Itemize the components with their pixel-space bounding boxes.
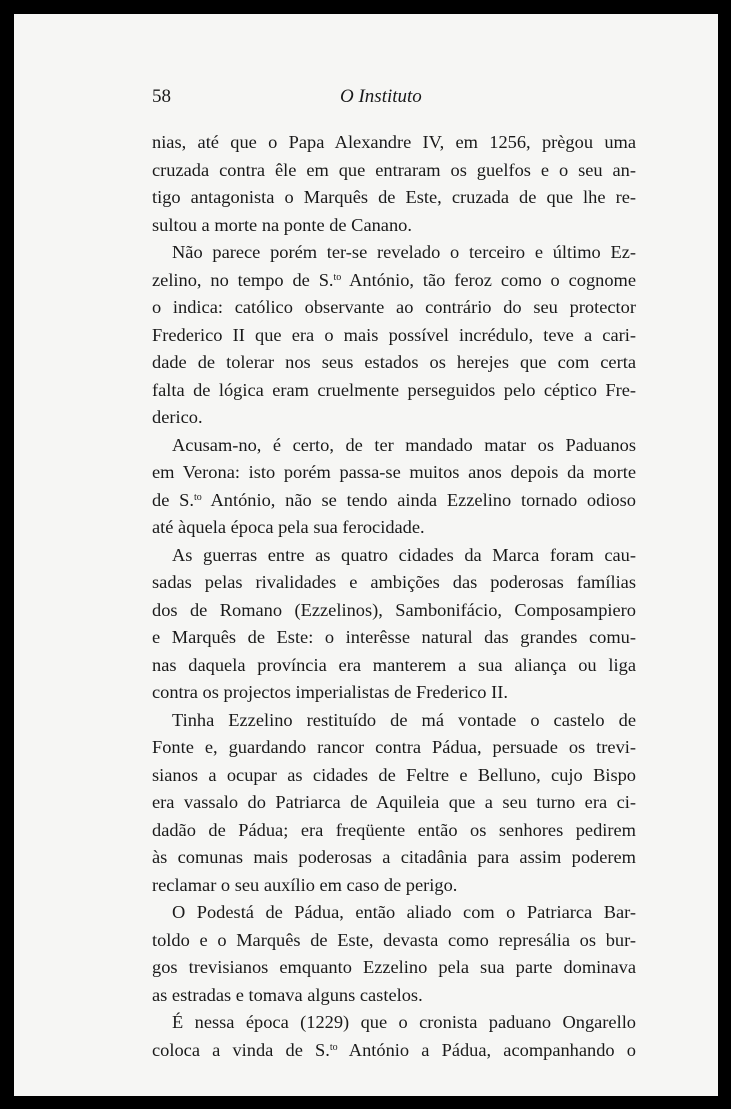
paragraph	[152, 239, 636, 432]
text-line: sultou a morte na ponte de Canano.	[152, 214, 412, 235]
running-title: O Instituto	[340, 86, 422, 107]
text-line: de S.$^{to}$ António, não se tendo ainda Ezzelino tornado odioso	[152, 489, 636, 510]
body-text	[152, 129, 636, 1064]
text-line: tigo antagonista o Marquês de Este, cruzada de que lhe re-	[152, 187, 636, 207]
text-line: era vassalo do Patriarca de Aquileia que a seu turno era ci-	[152, 792, 636, 812]
text-line: nas daquela província era manterem a sua aliança ou liga	[152, 654, 636, 675]
text-line: coloca a vinda de S.$^{to}$ António a Pádua, acompanhando o	[152, 1039, 636, 1060]
abbreviation-superscript: to	[329, 1041, 338, 1053]
text-line: o indica: católico observante ao contrário do seu protector	[152, 297, 636, 317]
text-line: zelino, no tempo de S.$^{to}$ António, tão feroz como o cognome	[152, 269, 637, 290]
text-line: Frederico II que era o mais possível incrédulo, teve a cari-	[152, 324, 636, 345]
text-line: nias, até que o Papa Alexandre IV, em 1256, prègou uma	[152, 132, 636, 152]
book-page	[14, 14, 718, 1096]
text-line: Não parece porém ter-se revelado o terceiro e último Ez-	[172, 242, 636, 262]
page-number: 58	[152, 86, 171, 107]
paragraph	[152, 432, 636, 542]
text-line: sadas pelas rivalidades e ambições das poderosas famílias	[152, 572, 636, 592]
text-line: sianos a ocupar as cidades de Feltre e Belluno, cujo Bispo	[152, 764, 636, 785]
paragraph	[152, 1009, 636, 1064]
text-line: gos trevisianos emquanto Ezzelino pela sua parte dominava	[152, 957, 636, 977]
text-line: e Marquês de Este: o interêsse natural das grandes comu-	[152, 627, 636, 647]
text-line: Tinha Ezzelino restituído de má vontade o castelo de	[172, 709, 636, 730]
text-line: É nessa época (1229) que o cronista paduano Ongarello	[172, 1012, 636, 1032]
text-line: contra os projectos imperialistas de Frederico II.	[152, 682, 508, 702]
paragraph	[152, 129, 636, 239]
text-line: derico.	[152, 407, 203, 427]
text-line: dos de Romano (Ezzelinos), Sambonifácio, Composampiero	[152, 599, 636, 620]
text-line: às comunas mais poderosas a citadânia para assim poderem	[152, 847, 636, 867]
paragraph	[152, 542, 636, 707]
text-line: As guerras entre as quatro cidades da Marca foram cau-	[172, 544, 636, 565]
abbreviation-superscript: to	[193, 491, 202, 503]
text-line: Acusam-no, é certo, de ter mandado matar os Paduanos	[172, 434, 636, 455]
text-line: em Verona: isto porém passa-se muitos anos depois da morte	[152, 462, 636, 482]
text-line: reclamar o seu auxílio em caso de perigo.	[152, 874, 458, 895]
text-line: O Podestá de Pádua, então aliado com o Patriarca Bar-	[172, 902, 636, 922]
text-line: cruzada contra êle em que entraram os guelfos e o seu an-	[152, 159, 636, 180]
text-line: Fonte e, guardando rancor contra Pádua, persuade os trevi-	[152, 737, 636, 757]
text-line: até àquela época pela sua ferocidade.	[152, 517, 425, 537]
text-line: dade de tolerar nos seus estados os herejes que com certa	[152, 352, 636, 372]
text-line: as estradas e tomava alguns castelos.	[152, 984, 423, 1005]
paragraph	[152, 899, 636, 1009]
text-line: dadão de Pádua; era freqüente então os senhores pedirem	[152, 819, 636, 840]
text-line: falta de lógica eram cruelmente perseguidos pelo céptico Fre-	[152, 379, 636, 400]
abbreviation-superscript: to	[333, 271, 342, 283]
paragraph	[152, 707, 636, 900]
page-header	[152, 86, 636, 112]
text-line: toldo e o Marquês de Este, devasta como represália os bur-	[152, 929, 636, 950]
